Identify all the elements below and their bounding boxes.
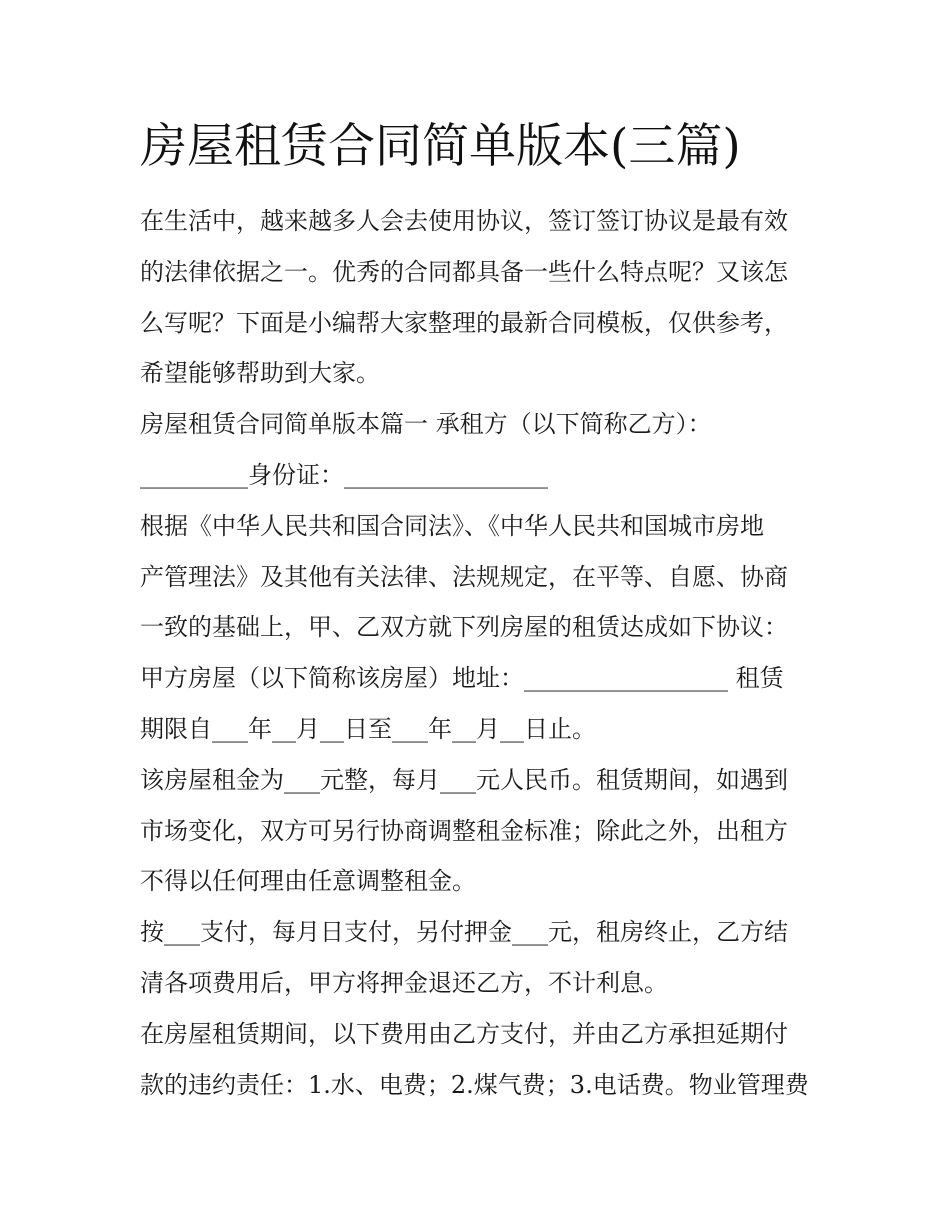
document-body [140,196,820,1110]
body-line: 甲方房屋（以下简称该房屋）地址：_________________ 租赁 [140,664,784,693]
body-line: 根据《中华人民共和国合同法》、《中华人民共和国城市房地 [140,511,764,540]
body-line: 一致的基础上，甲、乙双方就下列房屋的租赁达成如下协议： [140,613,788,642]
body-line: 在生活中，越来越多人会去使用协议，签订签订协议是最有效 [140,207,788,235]
body-line: 款的违约责任：1.水、电费；2.煤气费；3.电话费。物业管理费 [140,1070,809,1099]
body-line: 按___支付，每月日支付，另付押金___元，租房终止，乙方结 [140,918,788,947]
body-line: _________身份证：_________________ [140,460,548,489]
body-line: 在房屋租赁期间，以下费用由乙方支付，并由乙方承担延期付 [140,1019,788,1048]
body-line: 产管理法》及其他有关法律、法规规定，在平等、自愿、协商 [140,562,788,591]
document-title: 房屋租赁合同简单版本(三篇) [140,119,741,174]
body-line: 房屋租赁合同简单版本篇一 承租方（以下简称乙方）： [140,410,712,439]
body-line: 希望能够帮助到大家。 [140,359,380,388]
body-line: 期限自___年__月__日至___年__月__日止。 [140,714,596,743]
body-line: 么写呢？下面是小编帮大家整理的最新合同模板，仅供参考， [140,308,788,337]
body-line: 不得以任何理由任意调整租金。 [140,867,476,896]
body-line: 的法律依据之一。优秀的合同都具备一些什么特点呢？又该怎 [140,257,788,286]
body-line: 市场变化，双方可另行协商调整租金标准；除此之外，出租方 [140,816,788,845]
body-line: 清各项费用后，甲方将押金退还乙方，不计利息。 [140,968,668,997]
body-line: 该房屋租金为___元整，每月___元人民币。租赁期间，如遇到 [140,765,788,794]
